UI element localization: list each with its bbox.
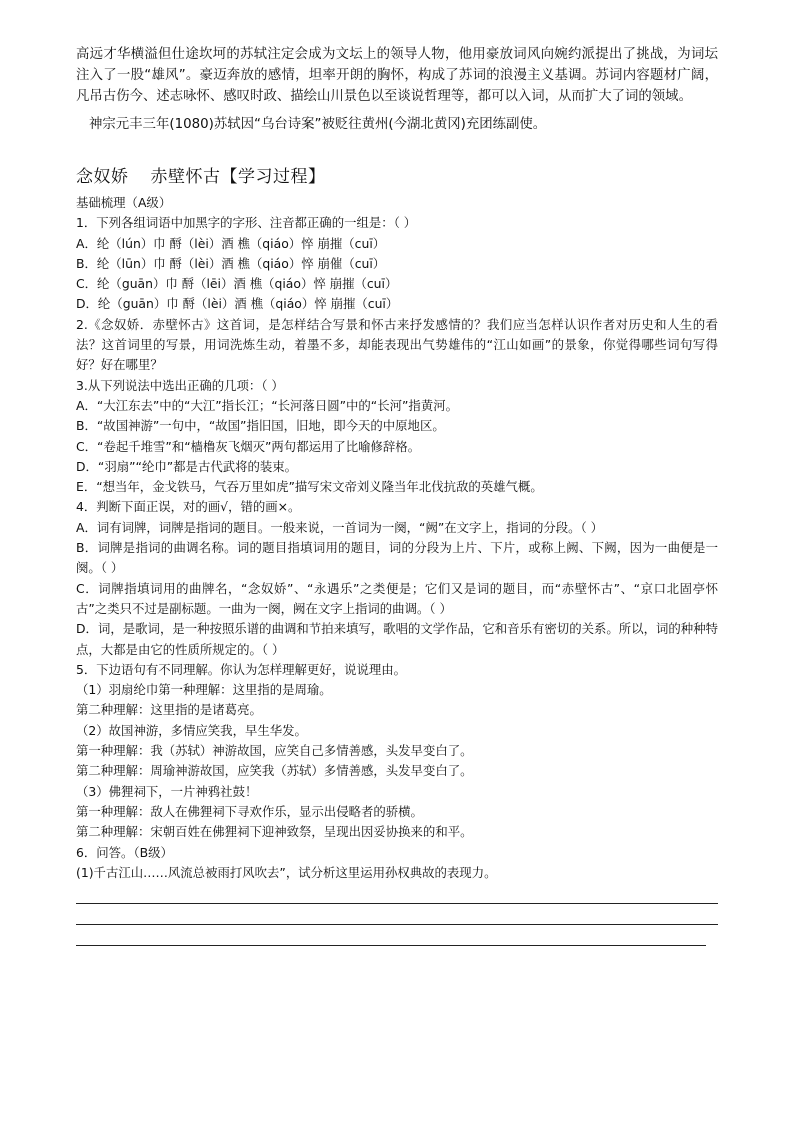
document-page	[76, 44, 718, 946]
q5-sub-3: （3）佛狸祠下，一片神鸦社鼓！	[76, 783, 258, 799]
q1-option-a: A．纶（lún）巾 酹（lèi）酒 樵（qiáo）悴 崩摧（cuī）	[76, 235, 386, 251]
q5-sub-1-alt: 第二种理解：这里指的是诸葛亮。	[76, 702, 262, 718]
intro-background: 神宗元丰三年(1080)苏轼因“乌台诗案”被贬往黄州(今湖北黄冈)充团练副使。	[89, 117, 547, 132]
question-6: 6．问答。（B级）	[76, 844, 173, 860]
exercise-body	[76, 193, 718, 946]
answer-line[interactable]	[76, 925, 706, 946]
q3-option-c: C．“卷起千堆雪”和“樯橹灰飞烟灭”两句都运用了比喻修辞格。	[76, 438, 421, 454]
q1-option-c: C．纶（guān）巾 酹（lēi）酒 樵（qiáo）悴 崩摧（cuī）	[76, 276, 398, 292]
level-heading: 基础梳理（A级）	[76, 195, 172, 210]
question-3: 3.从下列说法中选出正确的几项：（ ）	[76, 377, 284, 393]
title-subtitle: 赤壁怀古【学习过程】	[150, 167, 326, 187]
section-title	[76, 163, 718, 191]
answer-line[interactable]	[76, 904, 718, 925]
q5-sub-3-first: 第一种理解：敌人在佛狸祠下寻欢作乐，显示出侵略者的骄横。	[76, 803, 423, 819]
q4-item-b: B．词牌是指词的曲调名称。词的题目指填词用的题目，词的分段为上片、下片，或称上阙、下阙，因为一曲便是一阕。（ ）	[76, 540, 718, 576]
q4-item-d: D．词，是歌词，是一种按照乐谱的曲调和节拍来填写，歌唱的文学作品，它和音乐有密切的关系。所以，词的种种特点，大都是由它的性质所规定的。（ ）	[76, 621, 718, 657]
q3-option-d: D．“羽扇”“纶巾”都是古代武将的装束。	[76, 458, 298, 474]
intro-section	[76, 44, 718, 135]
q3-option-b: B．“故国神游”一句中，“故国”指旧国，旧地，即今天的中原地区。	[76, 418, 445, 434]
q5-sub-2: （2）故国神游，多情应笑我，早生华发。	[76, 722, 307, 738]
q5-sub-2-first: 第一种理解：我（苏轼）神游故国，应笑自己多情善感，头发早变白了。	[76, 743, 473, 759]
q1-option-d: D．纶（guān）巾 酹（lèi）酒 樵（qiáo）悴 崩摧（cuī）	[76, 296, 399, 312]
answer-line[interactable]	[76, 883, 718, 904]
question-2: 2.《念奴娇．赤壁怀古》这首词，是怎样结合写景和怀古来抒发感情的？我们应当怎样认识作者对历史和人生的看法？这首词里的写景，用词洗炼生动，着墨不多，却能表现出气势雄伟的“江山如画”的景象，你觉得哪些词句写得好？好在哪里？	[76, 316, 718, 373]
q6-sub-1: (1)千古江山……风流总被雨打风吹去”，试分析这里运用孙权典故的表现力。	[76, 864, 497, 880]
q3-option-e: E．“想当年，金戈铁马，气吞万里如虎”描写宋文帝刘义隆当年北伐抗敌的英雄气概。	[76, 479, 543, 495]
question-1: 1．下列各组词语中加黑字的字形、注音都正确的一组是：（ ）	[76, 215, 417, 231]
title-poem-name: 念奴娇	[76, 167, 129, 187]
q4-item-a: A．词有词牌，词牌是指词的题目。一般来说，一首词为一阕，“阙”在文字上，指词的分段。（ ）	[76, 519, 604, 535]
q3-option-a: A．“大江东去”中的“大江”指长江；“长河落日圆”中的“长河”指黄河。	[76, 397, 458, 413]
q1-option-b: B．纶（lūn）巾 酹（lèi）酒 樵（qiáo）悴 崩催（cuī）	[76, 255, 386, 271]
q4-item-c: C．词牌指填词用的曲牌名，“念奴娇”、“永遇乐”之类便是；它们又是词的题目，而“赤壁怀古”、“京口北固亭怀古”之类只不过是副标题。一曲为一阕，阙在文字上指词的曲调。（ ）	[76, 580, 718, 616]
q5-sub-1: （1）羽扇纶巾第一种理解：这里指的是周瑜。	[76, 682, 332, 698]
q5-sub-3-second: 第二种理解：宋朝百姓在佛狸祠下迎神致祭，呈现出因妥协换来的和平。	[76, 824, 473, 840]
question-4: 4．判断下面正误，对的画√，错的画×。	[76, 499, 301, 515]
question-5: 5．下边语句有不同理解。你认为怎样理解更好，说说理由。	[76, 661, 407, 677]
intro-paragraph: 高远才华横溢但仕途坎坷的苏轼注定会成为文坛上的领导人物，他用豪放词风向婉约派提出了挑战，为词坛注入了一股“雄风”。豪迈奔放的感情，坦率开朗的胸怀，构成了苏词的浪漫主义基调。苏词内容题材广阔，凡吊古伤今、述志咏怀、感叹时政、描绘山川景色以至谈说哲理等，都可以入词，从而扩大了词的领域。	[76, 47, 718, 104]
q5-sub-2-second: 第二种理解：周瑜神游故国，应笑我（苏轼）多情善感，头发早变白了。	[76, 763, 473, 779]
